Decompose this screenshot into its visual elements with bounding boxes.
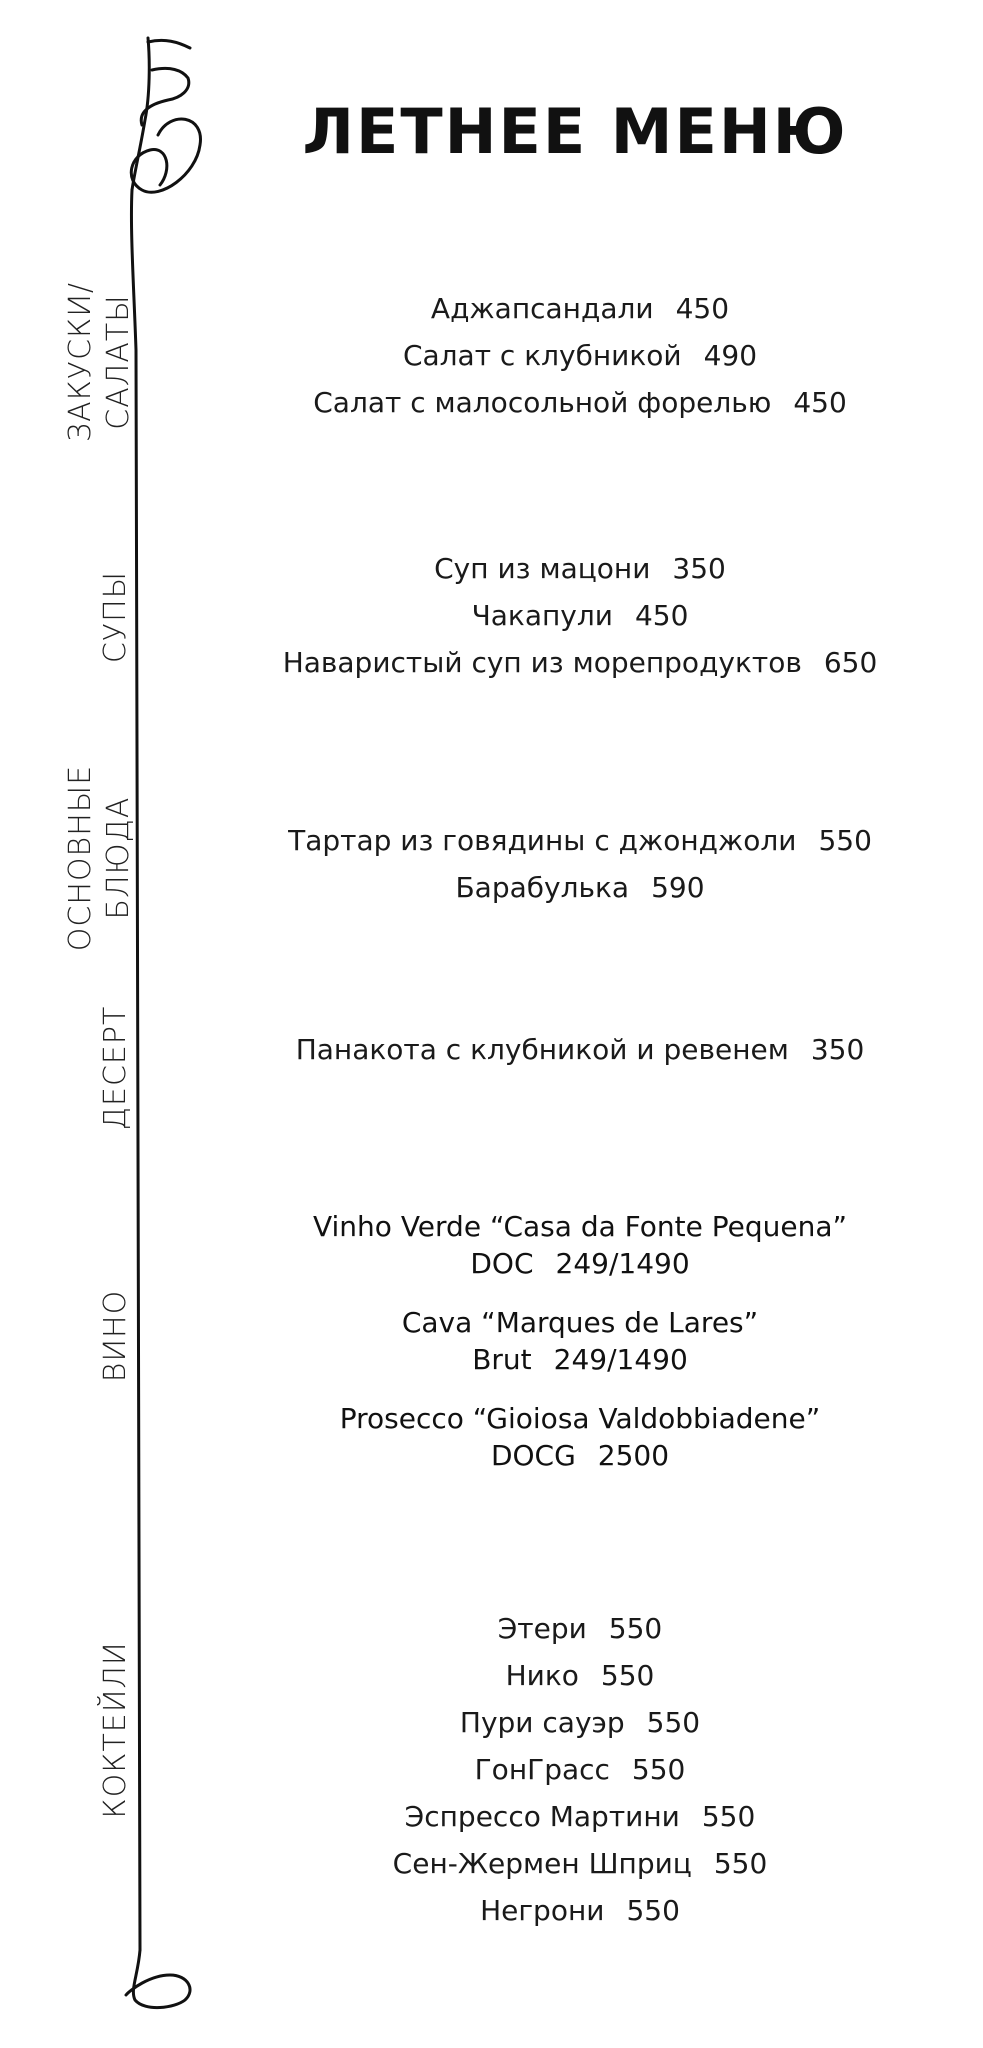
menu-item [230, 545, 930, 592]
menu-item [230, 1793, 930, 1840]
item-name: Этери [497, 1612, 587, 1645]
item-name: Тартар из говядины с джонджоли [288, 824, 797, 857]
section-zakuski-items [230, 285, 930, 426]
section-osnovnye-items [230, 817, 930, 911]
item-price: 249/1490 [555, 1247, 690, 1280]
category-label-line: БЛЮДА [101, 796, 136, 920]
category-label-line: ОСНОВНЫЕ [63, 764, 98, 952]
wine-detail: DOCG [490, 1439, 576, 1472]
wine-detail: Brut [472, 1343, 532, 1376]
wine-item [230, 1400, 930, 1474]
wine-item [230, 1304, 930, 1378]
item-name: Нико [505, 1659, 579, 1692]
item-name: Наваристый суп из морепродуктов [282, 646, 802, 679]
category-label-line: ЗАКУСКИ/ [63, 281, 98, 443]
item-price: 550 [600, 1659, 655, 1692]
item-price: 550 [646, 1706, 701, 1739]
item-name: Салат с малосольной форелью [313, 386, 772, 419]
item-price: 2500 [597, 1439, 670, 1472]
menu-item [230, 864, 930, 911]
item-name: Панакота с клубникой и ревенем [295, 1033, 789, 1066]
item-price: 550 [608, 1612, 663, 1645]
menu-item [230, 639, 930, 686]
item-price: 550 [631, 1753, 686, 1786]
item-price: 550 [701, 1800, 756, 1833]
section-kokteyli-items [230, 1605, 930, 1934]
menu-item [230, 592, 930, 639]
item-name: Негрони [480, 1894, 605, 1927]
item-price: 450 [634, 599, 689, 632]
item-name: Пури сауэр [459, 1706, 625, 1739]
item-price: 550 [713, 1847, 768, 1880]
wine-name: Cava “Marques de Lares” [401, 1306, 759, 1339]
category-label-kokteyli [66, 1530, 166, 1930]
menu-item [230, 379, 930, 426]
category-label-line: ВИНО [98, 1289, 133, 1383]
item-price: 650 [823, 646, 878, 679]
item-name: Сен-Жермен Шприц [392, 1847, 692, 1880]
wine-detail: DOC [470, 1247, 534, 1280]
wine-name: Vinho Verde “Casa da Fonte Pequena” [312, 1210, 848, 1243]
section-supy-items [230, 545, 930, 686]
item-name: Чакапули [471, 599, 613, 632]
item-price: 550 [626, 1894, 680, 1927]
menu-item [230, 817, 930, 864]
menu-item [230, 1887, 930, 1934]
category-label-line: СУПЫ [98, 570, 133, 664]
item-price: 590 [651, 871, 705, 904]
menu-item [230, 1605, 930, 1652]
menu-item [230, 1746, 930, 1793]
item-name: ГонГрасс [474, 1753, 610, 1786]
item-price: 450 [675, 292, 730, 325]
menu-item [230, 285, 930, 332]
item-price: 550 [818, 824, 872, 857]
category-label-line: КОКТЕЙЛИ [98, 1641, 133, 1819]
menu-item [230, 1652, 930, 1699]
wine-name: Prosecco “Gioiosa Valdobbiadene” [339, 1402, 821, 1435]
menu-item [230, 332, 930, 379]
section-vino-items [230, 1208, 930, 1496]
item-price: 490 [703, 339, 758, 372]
menu-item [230, 1026, 930, 1073]
menu-title: ЛЕТНЕЕ МЕНЮ [302, 95, 848, 168]
section-desert-items [230, 1026, 930, 1073]
category-label-line: САЛАТЫ [101, 294, 136, 430]
category-label-vino [66, 1136, 166, 1536]
item-price: 350 [672, 552, 726, 585]
item-price: 249/1490 [553, 1343, 688, 1376]
item-price: 450 [793, 386, 847, 419]
item-name: Суп из мацони [434, 552, 651, 585]
menu-item [230, 1699, 930, 1746]
wine-item [230, 1208, 930, 1282]
item-name: Аджапсандали [430, 292, 654, 325]
category-label-line: ДЕСЕРТ [98, 1005, 133, 1131]
item-price: 350 [810, 1033, 865, 1066]
item-name: Барабулька [455, 871, 630, 904]
menu-item [230, 1840, 930, 1887]
item-name: Салат с клубникой [402, 339, 682, 372]
item-name: Эспрессо Мартини [404, 1800, 680, 1833]
